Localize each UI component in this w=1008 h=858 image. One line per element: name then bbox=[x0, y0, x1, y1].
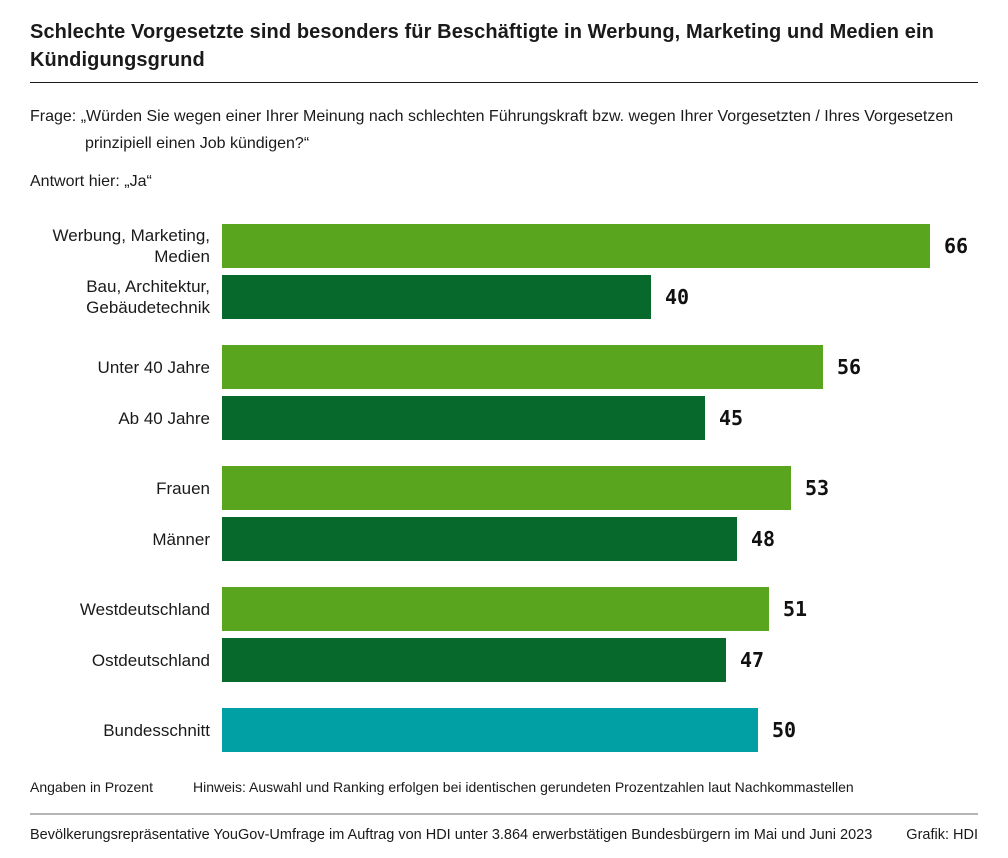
bar-label: Westdeutschland bbox=[79, 599, 210, 619]
footer-divider bbox=[30, 813, 978, 815]
bar-value: 48 bbox=[751, 527, 776, 551]
bar-row bbox=[30, 466, 978, 510]
bar-row bbox=[30, 708, 978, 752]
bar-row bbox=[30, 517, 978, 561]
bar bbox=[222, 466, 791, 510]
bar bbox=[222, 638, 726, 682]
bar-label: Werbung, Marketing, Medien bbox=[52, 226, 210, 266]
page-title: Schlechte Vorgesetzte sind besonders für Beschäftigte in Werbung, Marketing und Medien ein Kündigungsgrund bbox=[30, 21, 934, 71]
bar-row bbox=[30, 224, 978, 268]
bar-value: 47 bbox=[740, 648, 765, 672]
bar bbox=[222, 396, 705, 440]
bar bbox=[222, 708, 758, 752]
bar-row bbox=[30, 345, 978, 389]
bar-chart bbox=[30, 224, 978, 752]
bar-group bbox=[30, 708, 978, 752]
bar bbox=[222, 275, 651, 319]
credit-text: Grafik: HDI bbox=[906, 827, 978, 843]
bar-row bbox=[30, 587, 978, 631]
bar-label: Ostdeutschland bbox=[91, 650, 210, 670]
survey-question: Frage: „Würden Sie wegen einer Ihrer Meinung nach schlechten Führungskraft bzw. wegen Ihrer Vorgesetzten / Ihres Vorgesetzen prinzipiell einen Job kündigen?“ bbox=[30, 108, 954, 152]
bar-group bbox=[30, 224, 978, 319]
bar-value: 50 bbox=[772, 718, 797, 742]
bar-label: Ab 40 Jahre bbox=[118, 408, 210, 428]
bar-label: Bundesschnitt bbox=[103, 720, 210, 740]
ranking-hint: Hinweis: Auswahl und Ranking erfolgen bei identischen gerundeten Prozentzahlen laut Nachkommastellen bbox=[192, 779, 854, 795]
footnotes bbox=[30, 778, 978, 796]
source-text: Bevölkerungsrepräsentative YouGov-Umfrage im Auftrag von HDI unter 3.864 erwerbstätigen Bundesbürgern im Mai und Juni 2023 bbox=[30, 827, 873, 843]
unit-note: Angaben in Prozent bbox=[30, 779, 153, 795]
answer-note: Antwort hier: „Ja“ bbox=[30, 173, 152, 190]
bar-value: 51 bbox=[783, 597, 808, 621]
bar-label: Frauen bbox=[156, 478, 210, 498]
bar-row bbox=[30, 396, 978, 440]
title-divider bbox=[30, 82, 978, 83]
bar-label: Unter 40 Jahre bbox=[97, 357, 210, 377]
source-row bbox=[30, 826, 978, 844]
bar-label: Männer bbox=[152, 529, 210, 549]
bar-value: 45 bbox=[719, 406, 744, 430]
bar bbox=[222, 517, 737, 561]
bar-value: 53 bbox=[805, 476, 830, 500]
bar bbox=[222, 345, 823, 389]
bar-group bbox=[30, 345, 978, 440]
bar-value: 56 bbox=[837, 355, 862, 379]
bar bbox=[222, 587, 769, 631]
bar-value: 40 bbox=[665, 285, 690, 309]
bar-row bbox=[30, 638, 978, 682]
bar-group bbox=[30, 587, 978, 682]
bar-label: Bau, Architektur, Gebäudetechnik bbox=[86, 277, 210, 317]
bar-value: 66 bbox=[944, 234, 969, 258]
bar-group bbox=[30, 466, 978, 561]
bar bbox=[222, 224, 930, 268]
bar-row bbox=[30, 275, 978, 319]
